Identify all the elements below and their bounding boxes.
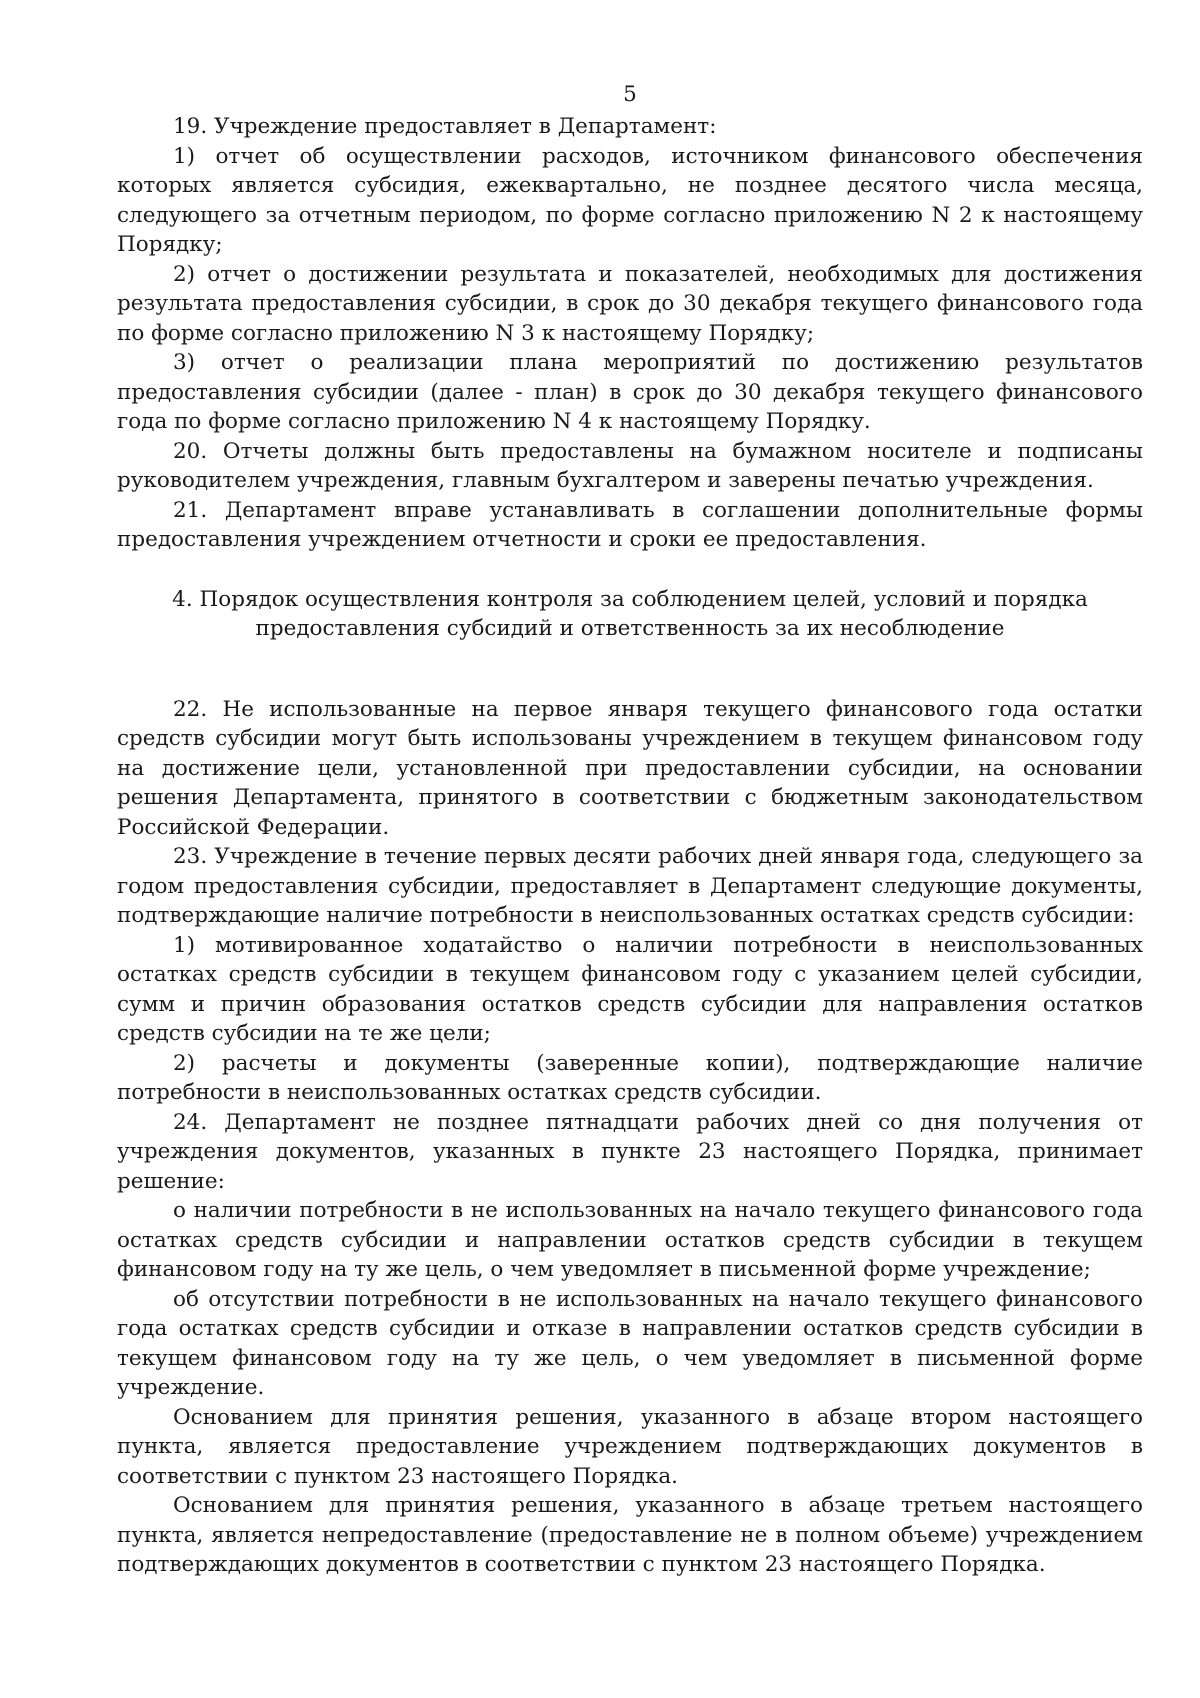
paragraph-19-item-2: 2) отчет о достижении результата и показателей, необходимых для достижения результата предоставления субсидии, в срок до 30 декабря текущего финансового года по форме согласно приложению N 3 к настоящему Порядку; — [117, 261, 1143, 346]
paragraph-20: 20. Отчеты должны быть предоставлены на бумажном носителе и подписаны руководителем учреждения, главным бухгалтером и заверены печатью учреждения. — [117, 438, 1143, 493]
paragraph-19: 19. Учреждение предоставляет в Департамент: — [173, 114, 717, 139]
paragraph-24: 24. Департамент не позднее пятнадцати рабочих дней со дня получения от учреждения документов, указанных в пункте 23 настоящего Порядка, принимает решение: — [117, 1109, 1143, 1194]
paragraph-21: 21. Департамент вправе устанавливать в соглашении дополнительные формы предоставления учреждением отчетности и сроки ее предоставления. — [117, 497, 1143, 552]
paragraph-24-basis-approve: Основанием для принятия решения, указанного в абзаце втором настоящего пункта, является предоставление учреждением подтверждающих документов в соответствии с пунктом 23 настоящего Порядка. — [117, 1404, 1143, 1489]
paragraph-24-decision-refuse: об отсутствии потребности в не использованных на начало текущего финансового года остатках средств субсидии и отказе в направлении остатков средств субсидии в текущем финансовом году на ту же цель, о чем уведомляет в письменной форме учреждение. — [117, 1286, 1143, 1400]
paragraph-23-item-1: 1) мотивированное ходатайство о наличии потребности в неиспользованных остатках средств субсидии в текущем финансовом году с указанием целей субсидии, сумм и причин образования остатков средств субсидии для направления остатков средств субсидии на те же цели; — [117, 932, 1143, 1046]
paragraph-22: 22. Не использованные на первое января текущего финансового года остатки средств субсидии могут быть использованы учреждением в текущем финансовом году на достижение цели, установленной при предоставлении субсидии, на основании решения Департамента, принятого в соответствии с бюджетным законодательством Российской Федерации. — [117, 696, 1143, 840]
paragraph-23-item-2: 2) расчеты и документы (заверенные копии), подтверждающие наличие потребности в неиспользованных остатках средств субсидии. — [117, 1050, 1143, 1105]
paragraph-24-decision-approve: о наличии потребности в не использованных на начало текущего финансового года остатках средств субсидии и направлении остатков средств субсидии в текущем финансовом году на ту же цель, о чем уведомляет в письменной форме учреждение; — [117, 1198, 1143, 1282]
paragraph-23: 23. Учреждение в течение первых десяти рабочих дней января года, следующего за годом предоставления субсидии, предоставляет в Департамент следующие документы, подтверждающие наличие потребности в неиспользованных остатках средств субсидии: — [117, 844, 1143, 928]
paragraph-19-item-3: 3) отчет о реализации плана мероприятий по достижению результатов предоставления субсидии (далее - план) в срок до 30 декабря текущего финансового года по форме согласно приложению N 4 к настоящему Порядку. — [117, 350, 1143, 434]
paragraph-19-item-1: 1) отчет об осуществлении расходов, источником финансового обеспечения которых является субсидия, ежеквартально, не позднее десятого числа месяца, следующего за отчетным периодом, по форме согласно приложению N 2 к настоящему Порядку; — [117, 143, 1143, 257]
paragraph-24-basis-refuse: Основанием для принятия решения, указанного в абзаце третьем настоящего пункта, является непредоставление (предоставление не в полном объеме) учреждением подтверждающих документов в соответствии с пунктом 23 настоящего Порядка. — [117, 1493, 1143, 1577]
section-heading-line-1: 4. Порядок осуществления контроля за соблюдением целей, условий и порядка — [172, 586, 1088, 612]
section-heading-line-2: предоставления субсидий и ответственность за их несоблюдение — [255, 616, 1005, 641]
page-number: 5 — [623, 82, 637, 107]
section-heading — [147, 585, 1113, 644]
